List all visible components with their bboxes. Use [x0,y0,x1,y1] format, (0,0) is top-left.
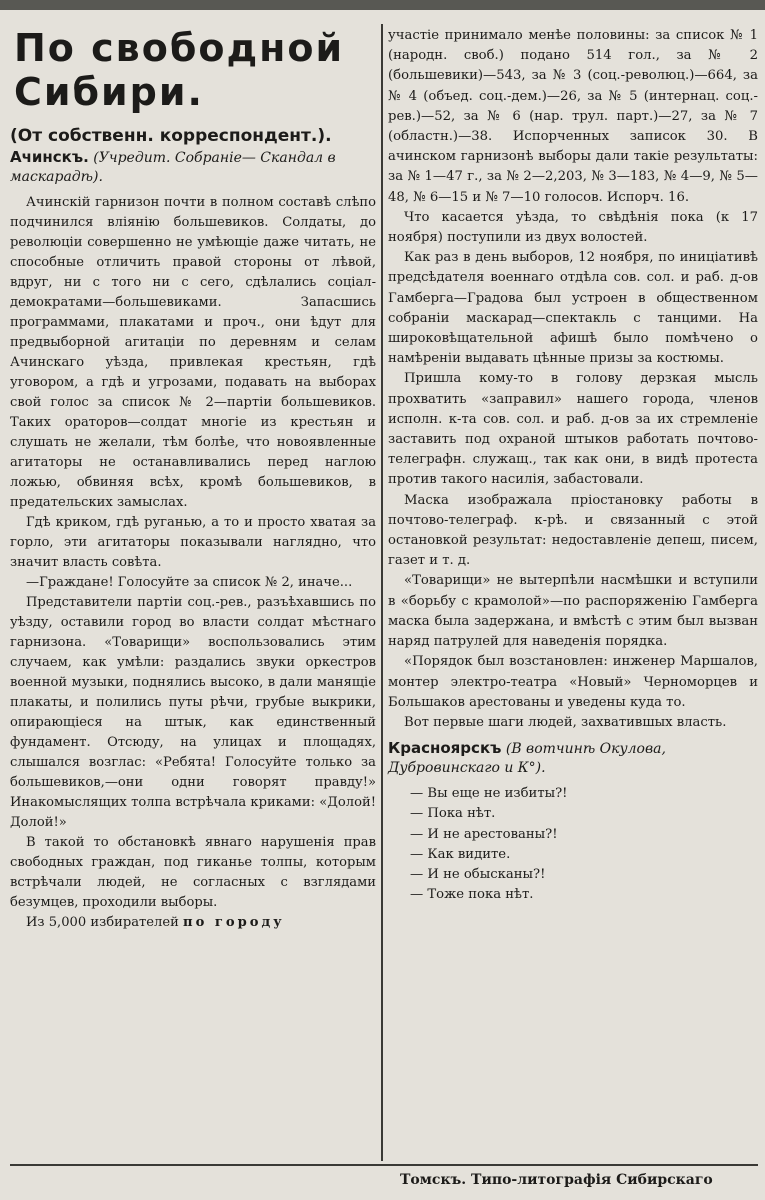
idea-paragraph: Пришла кому-то в голову дерзкая мысль прохватить «заправил» нашего города, членов исполн. к-та сов. сол. и раб. д-ов за их стремленіе заставить под охраной штыков работать почтово-телеграфн. служащ., так как они, в видѣ протеста против такого насилія, забастовали. [388,371,758,488]
title-line-1: По свободной [14,26,345,70]
paragraph-5: В такой то обстановкѣ явнаго нарушенія прав свободных граждан, под гиканье толпы, которым встрѣчали людей, не согласных с взглядами безумцев, проходили выборы. [10,835,376,910]
correspondent-line: (От собственн. корреспондент.). [10,126,332,146]
dialog-line: — Тоже пока нѣт. [410,887,534,903]
printer-imprint: Томскъ. Типо-литографія Сибирскаго [400,1172,713,1188]
dialog-line: — Вы еще не избиты?! [410,786,568,802]
krasnoyarsk-subtitle: (В вотчинѣ Окулова, Дубровинскаго и К°). [388,741,666,777]
paragraph-3: —Граждане! Голосуйте за список № 2, иначе... [26,575,353,590]
place-achinsk: Ачинскъ. [10,148,89,166]
place-krasnoyarsk: Красноярскъ [388,739,502,758]
paragraph-1: Ачинскій гарнизон почти в полном составѣ слѣпо подчинился вліянію большевиков. Солдаты, до революціи совершенно не умѣющіе даже читать, не способные отличить правой стороны от лѣвой, вдруг, ни с того ни с сего, сдѣлались соціал-демократами—большевиками. Запасшись программами, плакатами и проч., они ѣдут для предвыборной агитаціи по деревням и селам Ачинскаго уѣзда, привлекая крестьян, гдѣ уговором, а гдѣ и угрозами, подавать на выборах свой голос за список № 2—партіи большевиков. Таких ораторов—солдат многіе из крестьян и слушать не желали, тѣм болѣе, что новоявленные агитаторы не останавливались перед наглою ложью, обвиняя всѣх, кромѣ большевиков, в предательских замыслах. [10,195,376,510]
dialog-line: — И не арестованы?! [410,826,558,842]
bottom-rule [10,1164,758,1166]
achinsk-subtitle: (Учредит. Собраніе— Скандал в маскарадѣ). [10,150,336,185]
achinsk-lead [10,148,376,187]
district-paragraph: Что касается уѣзда, то свѣдѣнія пока (к 17 ноября) поступили из двух волостей. [388,209,758,246]
comrades-paragraph: «Товарищи» не вытерпѣли насмѣшки и вступили в «борьбу с крамолой»—по распоряженію Гамберга маска была задержана, и вмѣстѣ с этим был вызван наряд патрулей для наведенія порядка. [388,573,758,650]
masquerade-paragraph: Как раз в день выборов, 12 ноября, по иниціативѣ предсѣдателя военнаго отдѣла сов. сол. и раб. д-ов Гамберга—Градова был устроен в общественном собраніи маскарад—спектакль с танцими. На широковѣщательной афишѣ было помѣчено о намѣреніи выдавать цѣнные призы за костюмы. [388,250,758,367]
title-line-2: Сибири. [14,70,204,114]
dialog-line: — Как видите. [410,846,511,862]
paragraph-2: Гдѣ криком, гдѣ руганью, а то и просто хватая за горло, эти агитаторы показывали наглядно, что значит власть совѣта. [10,515,376,570]
mask-paragraph: Маска изображала пріостановку работы в почтово-телеграф. к-рѣ. и связанный с этой остановкой результат: недоставленіе депеш, писем, газет и т. д. [388,492,758,569]
results-paragraph: участіе принимало менѣе половины: за список № 1 (народн. своб.) подано 514 гол., за № 2 (большевики)—543, за № 3 (соц.-революц.)—664, за № 4 (объед. соц.-дем.)—26, за № 5 (интернац. соц.-рев.)—52, за № 6 (нар. трул. парт.)—27, за № 7 (областн.)—38. Испорченных записок 30. В ачинском гарнизонѣ выборы дали такіе результаты: за № 1—47 г., за № 2—2,203, № 3—183, № 4—9, № 5—48, № 6—15 и № 7—10 голосов. Испорч. 16. [388,28,758,205]
dialog-line: — И не обысканы?! [410,866,546,882]
order-paragraph: «Порядок был возстановлен: инженер Маршалов, монтер электро-театра «Новый» Черноморцев и Большаков арестованы и уведены куда то. [388,654,758,710]
first-steps-paragraph: Вот первые шаги людей, захватившых власть. [404,714,727,730]
right-column [388,26,758,905]
article-title [14,26,376,114]
column-divider [381,24,383,1161]
top-border [0,0,765,10]
paragraph-4: Представители партіи соц.-рев., разъѣхавшись по уѣзду, оставили город во власти солдат мѣстнаго гарнизона. «Товарищи» воспользовались этим случаем, как умѣли: раздались звуки оркестров военной музыки, поднялись высоко, в дали манящіе плакаты, и полились путы рѣчи, грубые выкрики, опирающіеся на штык, как единственный фундамент. Отсюду, на улицах и площадях, слышался возглас: «Ребята! Голосуйте только за большевиков,—они одни говорят правду!» Инакомыслящих толпа встрѣчала криками: «Долой! Долой!» [10,595,376,830]
left-column [10,26,376,933]
krasnoyarsk-lead [388,739,758,778]
paragraph-6 [10,913,376,933]
paragraph-6-spaced: по городу [183,915,285,930]
paragraph-6-start: Из 5,000 избирателей [26,915,179,930]
dialog-line: — Пока нѣт. [410,806,496,822]
